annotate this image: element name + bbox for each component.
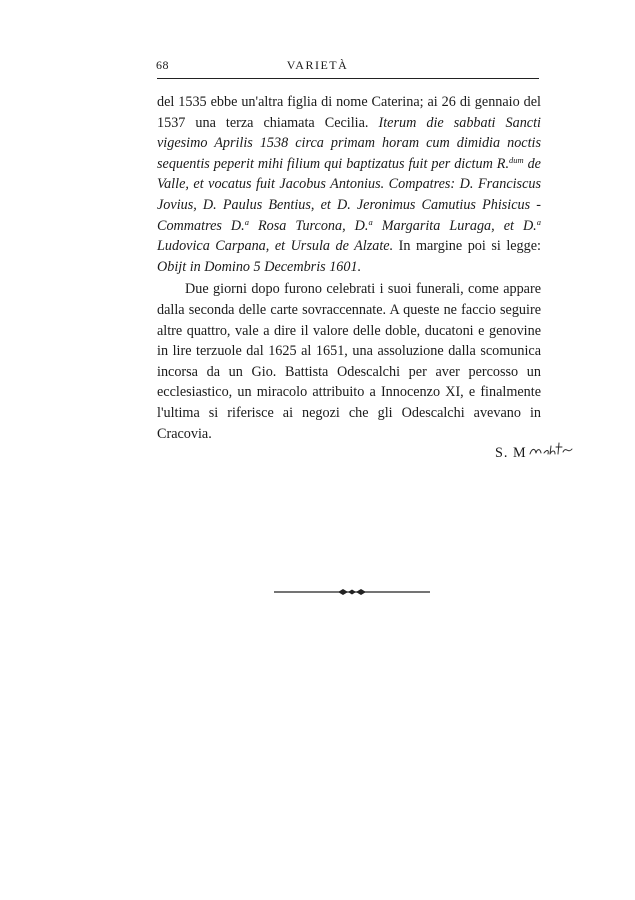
latin-quote-e: Ludovica Carpana, et Ursula de Alzate. <box>157 238 394 255</box>
latin-quote-c: Rosa Turcona, D. <box>248 217 369 234</box>
signature <box>495 440 574 462</box>
latin-quote-a: Iterum die sabbati Sancti vigesimo Aprilis 1538 circa primam horam cum dimidia noctis sequentis peperit mihi filium qui baptizatus fuit per dictum R. <box>157 114 541 172</box>
signature-initial: S. M <box>495 445 527 461</box>
body-text <box>157 92 541 444</box>
header-rule <box>157 78 539 79</box>
superscript-a-3: a <box>536 216 541 227</box>
superscript-dum: dum <box>509 154 524 165</box>
page-number: 68 <box>156 58 169 72</box>
superscript-a-2: a <box>368 216 373 227</box>
handwritten-signature <box>528 440 574 460</box>
superscript-a-1: a <box>244 216 249 227</box>
para1-text-a: del 1535 ebbe un'altra figlia di nome Caterina; ai 26 di gennaio del 1537 una terza chiamata Cecilia. <box>157 94 541 131</box>
paragraph-2: Due giorni dopo furono celebrati i suoi funerali, come appare dalla seconda delle carte sovraccennate. A queste ne faccio seguire altre quattro, vale a dire il valore delle doble, ducatoni e genovine in lire terzuole dal 1625 al 1651, una assoluzione dalla scomunica incorsa da un Gio. Battista Odescalchi per aver percosso un ecclesiastico, un miracolo attribuito a Innocenzo XI, e finalmente l'ultima si riferisce ai negozi che gli Odescalchi avevano in Cracovia. <box>157 281 541 442</box>
para1-text-b: In margine poi si legge: <box>393 238 541 255</box>
ornamental-divider <box>272 584 432 600</box>
latin-quote-f: Obijt in Domino 5 Decembris 1601. <box>157 258 362 275</box>
latin-quote-b: de Valle, et vocatus fuit Jacobus Antonius. Compatres: D. Franciscus Jovius, D. Paulus Bentius, et D. Jeronimus Camutius Phisicus - Commatres D. <box>157 155 541 234</box>
running-head: VARIETÀ <box>286 58 349 72</box>
latin-quote-d: Margarita Luraga, et D. <box>372 217 537 234</box>
paragraph-1 <box>157 92 541 277</box>
